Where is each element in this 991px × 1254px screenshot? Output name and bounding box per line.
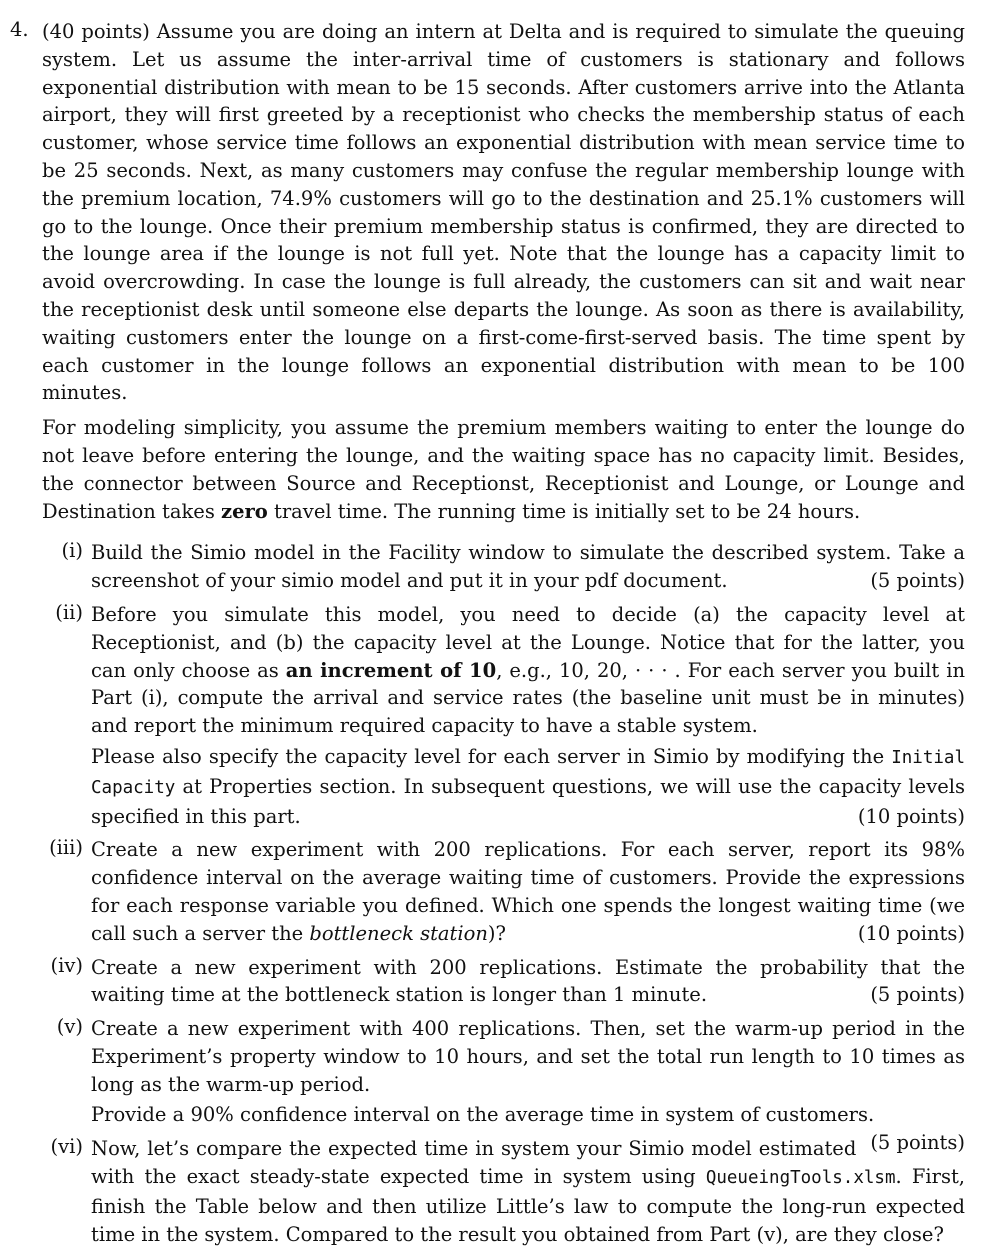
part-text — [91, 954, 965, 1010]
problem-intro — [0, 18, 991, 407]
modeling-assumptions — [42, 414, 965, 525]
part-i — [0, 539, 991, 595]
part-subtext — [91, 743, 965, 830]
part-ii-text-a: Before you simulate this model, you need to decide (a) the capacity level at Receptionist, and (b) the capacity level at the Lounge. Notice that for the latter, you can only choose as — [91, 602, 965, 682]
part-label: (v) — [56, 1015, 83, 1039]
part-label: (iv) — [50, 953, 83, 977]
part-iii-text-a: Create a new experiment with 200 replications. For each server, report its 98% confidence interval on the average waiting time of customers. Provide the expressions for each response variable you defined. Which one spends the longest waiting time (we call such a server the — [91, 838, 965, 945]
part-iv-text: Create a new experiment with 200 replications. Estimate the probability that the waiting time at the bottleneck station is longer than 1 minute. — [91, 955, 965, 1007]
part-i-text: Build the Simio model in the Facility window to simulate the described system. Take a screenshot of your simio model and put it in your pdf document. — [91, 541, 965, 593]
part-text — [91, 836, 965, 947]
part-iii-italic: bottleneck station — [309, 921, 488, 945]
part-points: (10 points) — [857, 804, 965, 828]
part-label: (vi) — [50, 1135, 83, 1159]
modeling-text-b: travel time. The running time is initially set to be 24 hours. — [274, 499, 861, 523]
part-ii-bold: an increment of 10 — [285, 658, 497, 682]
part-vi-text-b: . First, finish the Table below and then utilize Little’s law to compute the long-run expected time in the system. Compared to the result you obtained from Part (v), are they close? — [91, 1165, 966, 1246]
part-points: (5 points) — [870, 1131, 965, 1155]
part-v — [0, 1015, 991, 1155]
part-iv — [0, 954, 991, 1010]
modeling-text-a: For modeling simplicity, you assume the premium members waiting to enter the lounge do not leave before entering the lounge, and the waiting space has no capacity limit. Besides, the connector between Source and Receptionst, Receptionist and Lounge, or Lounge and Destination takes — [42, 416, 965, 523]
code-queueingtools: QueueingTools.xlsm — [705, 1168, 896, 1189]
modeling-bold-zero: zero — [221, 499, 268, 523]
part-text — [91, 601, 965, 740]
part-points: (10 points) — [857, 921, 965, 945]
problem-4 — [0, 18, 991, 1254]
part-label: (ii) — [55, 600, 83, 624]
part-label: (iii) — [49, 836, 83, 860]
part-text — [91, 539, 965, 595]
part-label: (i) — [61, 539, 83, 563]
problem-intro-text: (40 points) Assume you are doing an intern at Delta and is required to simulate the queuing system. Let us assume the inter-arrival time of customers is stationary and follows exponential distribution with mean to be 15 seconds. After customers arrive into the Atlanta airport, they will first greeted by a receptionist who checks the membership status of each customer, whose service time follows an exponential distribution with mean service time to be 25 seconds. Next, as many customers may confuse the regular membership lounge with the premium location, 74.9% customers will go to the destination and 25.1% customers will go to the lounge. Once their premium membership status is confirmed, they are directed to the lounge area if the lounge is not full yet. Note that the lounge has a capacity limit to avoid overcrowding. In case the lounge is full already, the customers can sit and wait near the receptionist desk until someone else departs the lounge. As soon as there is availability, waiting customers enter the lounge on a first-come-first-served basis. The time spent by each customer in the lounge follows an exponential distribution with mean to be 100 minutes. — [42, 20, 965, 405]
part-iii — [0, 836, 991, 947]
problem-number: 4. — [10, 18, 29, 41]
part-ii-sub-a: Please also specify the capacity level for each server in Simio by modifying the — [91, 744, 885, 768]
part-points: (5 points) — [870, 983, 965, 1007]
part-vi-text-a: Now, let’s compare the expected time in system your Simio model estimated with the exact steady-state expected time in system using — [91, 1137, 857, 1189]
part-ii — [0, 601, 991, 830]
part-subtext — [91, 1101, 965, 1155]
question-parts — [0, 539, 991, 1248]
part-vi — [0, 1135, 991, 1248]
part-points: (5 points) — [870, 569, 965, 593]
part-ii-sub-b: at Properties section. In subsequent questions, we will use the capacity levels specified in this part. — [91, 774, 966, 828]
part-ii-text-b: , e.g., 10, 20, · · · . For each server you built in Part (i), compute the arrival and service rates (the baseline unit must be in minutes) and report the minimum required capacity to have a stable system. — [91, 658, 966, 738]
part-iii-text-b: )? — [487, 921, 506, 945]
code-initial-capacity: Initial Capacity — [91, 747, 965, 798]
part-text — [91, 1135, 965, 1248]
part-v-sub: Provide a 90% confidence interval on the average time in system of customers. — [91, 1103, 875, 1127]
part-text: Create a new experiment with 400 replications. Then, set the warm-up period in the Experiment’s property window to 10 hours, and set the total run length to 10 times as long as the warm-up period. — [91, 1017, 965, 1096]
